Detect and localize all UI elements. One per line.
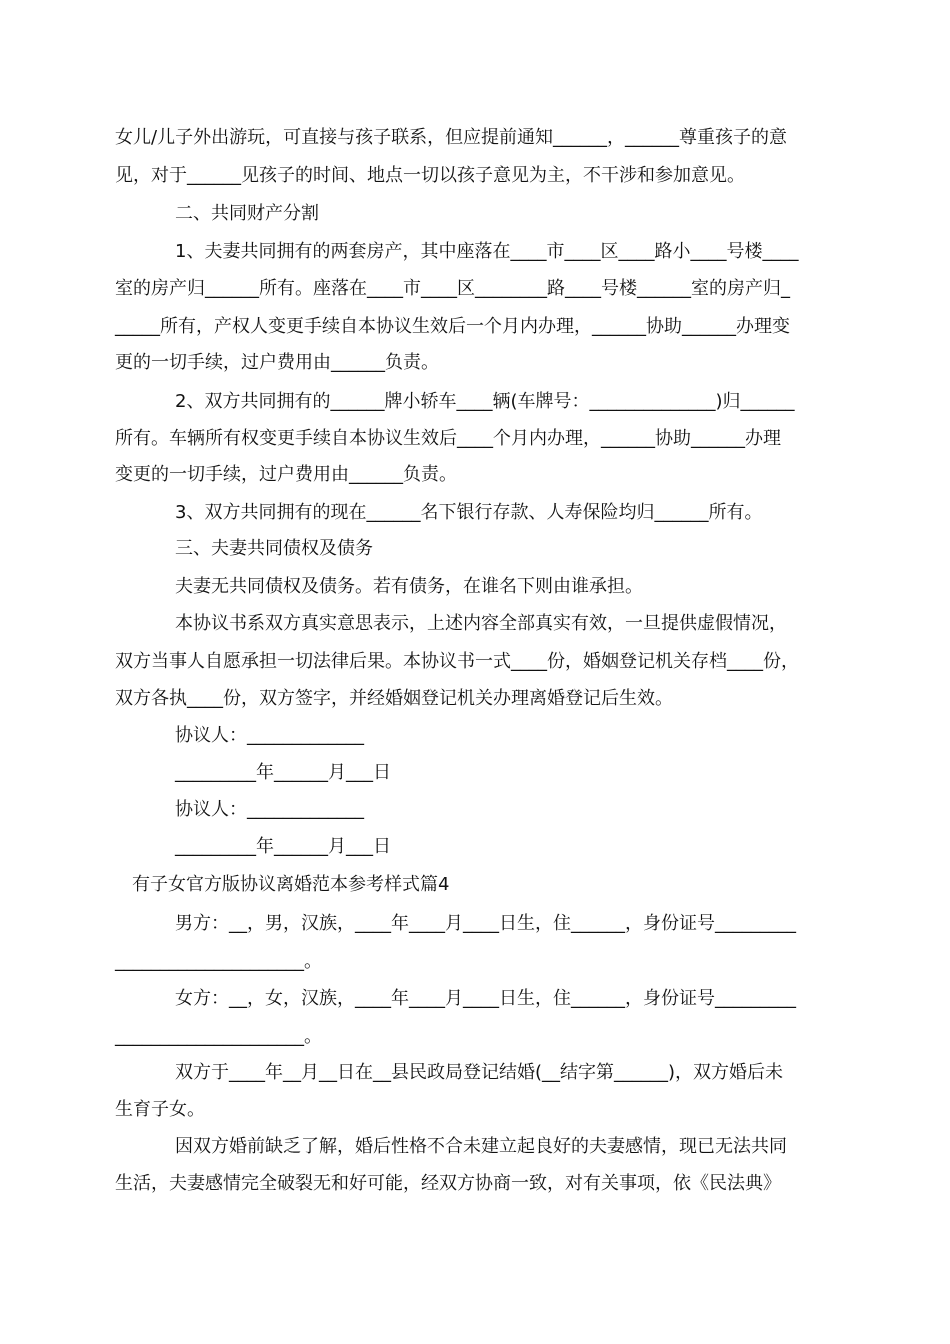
body-line: 因双方婚前缺乏了解，婚后性格不合未建立起良好的夫妻感情，现已无法共同 bbox=[175, 1136, 787, 1157]
body-line: 生育子女。 bbox=[115, 1099, 205, 1120]
section-title: 有子女官方版协议离婚范本参考样式篇4 bbox=[132, 874, 450, 895]
body-line: 2、双方共同拥有的______牌小轿车____辆(车牌号：______________)归______ bbox=[175, 391, 795, 412]
section-heading: 二、共同财产分割 bbox=[175, 203, 319, 224]
body-line: 双方当事人自愿承担一切法律后果。本协议书一式____份，婚姻登记机关存档____份， bbox=[115, 651, 799, 672]
body-line: 1、夫妻共同拥有的两套房产，其中座落在____市____区____路小____号楼____ bbox=[175, 241, 799, 262]
body-line: 变更的一切手续，过户费用由______负责。 bbox=[115, 464, 457, 485]
body-line: 室的房产归______所有。座落在____市____区________路____号楼______室的房产归_ bbox=[115, 278, 790, 299]
body-line: 生活，夫妻感情完全破裂无和好可能，经双方协商一致，对有关事项，依《民法典》 bbox=[115, 1173, 781, 1194]
body-line: 女方：__，女，汉族，____年____月____日生，住______，身份证号_________ bbox=[175, 988, 796, 1009]
date-line: _________年______月___日 bbox=[175, 762, 391, 783]
section-heading: 三、夫妻共同债权及债务 bbox=[175, 538, 373, 559]
body-line: 女儿/儿子外出游玩，可直接与孩子联系，但应提前通知______，______尊重孩子的意 bbox=[115, 127, 788, 148]
body-line: _____所有，产权人变更手续自本协议生效后一个月内办理，______协助______办理变 bbox=[115, 316, 790, 337]
body-line: 3、双方共同拥有的现在______名下银行存款、人寿保险均归______所有。 bbox=[175, 502, 763, 523]
date-line: _________年______月___日 bbox=[175, 836, 391, 857]
body-line: 本协议书系双方真实意思表示，上述内容全部真实有效，一旦提供虚假情况， bbox=[175, 613, 787, 634]
body-line: 所有。车辆所有权变更手续自本协议生效后____个月内办理，______协助______办理 bbox=[115, 428, 781, 449]
signatory-line: 协议人：_____________ bbox=[175, 799, 364, 820]
body-line: 双方于____年__月__日在__县民政局登记结婚(__结字第______)，双方婚后未 bbox=[175, 1062, 784, 1083]
body-line: _____________________。 bbox=[115, 951, 322, 972]
body-line: _____________________。 bbox=[115, 1026, 322, 1047]
body-line: 见，对于______见孩子的时间、地点一切以孩子意见为主，不干涉和参加意见。 bbox=[115, 165, 745, 186]
body-line: 更的一切手续，过户费用由______负责。 bbox=[115, 352, 439, 373]
body-line: 夫妻无共同债权及债务。若有债务，在谁名下则由谁承担。 bbox=[175, 576, 643, 597]
signatory-line: 协议人：_____________ bbox=[175, 725, 364, 746]
body-line: 双方各执____份，双方签字，并经婚姻登记机关办理离婚登记后生效。 bbox=[115, 688, 673, 709]
body-line: 男方：__，男，汉族，____年____月____日生，住______，身份证号_________ bbox=[175, 913, 796, 934]
